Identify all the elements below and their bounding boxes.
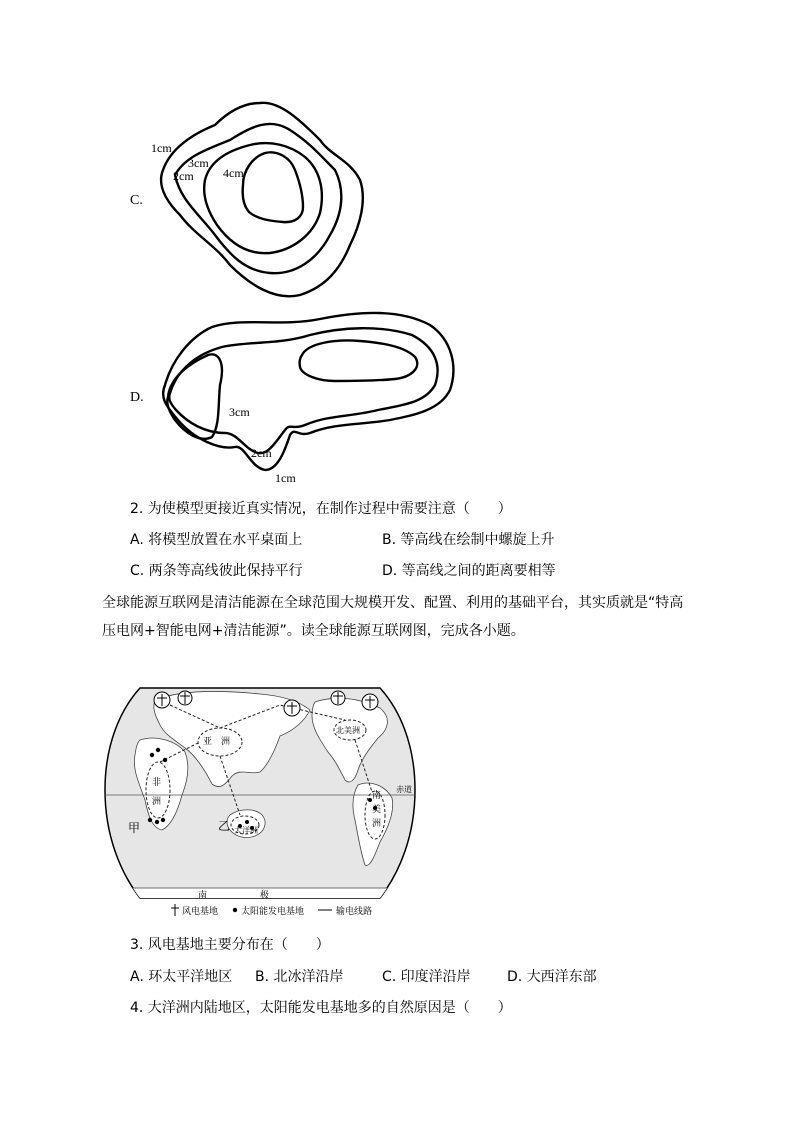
question-3-option-a: A. 环太平洋地区 <box>130 969 233 985</box>
map-label-asia: 亚 洲 <box>203 737 231 747</box>
map-label-jia: 甲 <box>128 821 141 835</box>
question-4-stem: 4. 大洋洲内陆地区，太阳能发电基地多的自然原因是（ ） <box>130 1000 512 1016</box>
question-3-option-b: B. 北冰洋沿岸 <box>255 969 344 985</box>
option-d-label: D. <box>130 390 144 405</box>
question-2-option-a: A. 将模型放置在水平桌面上 <box>130 532 303 548</box>
question-2-stem: 2. 为使模型更接近真实情况，在制作过程中需要注意（ ） <box>130 501 512 517</box>
question-2-option-b: B. 等高线在绘制中螺旋上升 <box>382 532 555 548</box>
map-label-south-america: 美 <box>372 805 382 815</box>
contour-label: 1cm <box>275 471 296 485</box>
question-3-option-d: D. 大西洋东部 <box>507 969 597 985</box>
map-label-yi: 乙 <box>218 819 231 833</box>
legend-wind-label: 风电基地 <box>182 907 219 917</box>
question-2-option-d: D. 等高线之间的距离要相等 <box>382 563 556 579</box>
passage-line-2: 压电网+智能电网+清洁能源”。读全球能源互联网图，完成各小题。 <box>102 623 525 639</box>
map-label-antarctica: 极 <box>260 891 270 901</box>
contour-label: 4cm <box>223 166 244 180</box>
question-3-stem: 3. 风电基地主要分布在（ ） <box>130 937 330 953</box>
map-label-antarctica: 南 <box>198 891 208 901</box>
map-label-north-america: 北美洲 <box>336 726 360 735</box>
contour-label: 2cm <box>251 446 272 460</box>
question-3-option-c: C. 印度洋沿岸 <box>382 969 471 985</box>
contour-figure-d <box>150 305 460 485</box>
legend-line-label: 输电线路 <box>336 907 373 917</box>
contour-label: 1cm <box>151 141 172 155</box>
contour-label: 3cm <box>229 405 250 419</box>
map-label-africa: 非 <box>152 778 162 788</box>
legend-solar-label: 太阳能发电基地 <box>241 907 305 917</box>
question-2-option-c: C. 两条等高线彼此保持平行 <box>130 563 303 579</box>
map-label-equator: 赤道 <box>396 785 412 794</box>
option-c-label: C. <box>130 193 143 208</box>
map-legend <box>171 904 372 917</box>
map-label-oceania: 大洋洲 <box>234 826 258 835</box>
map-label-africa: 洲 <box>152 797 162 807</box>
contour-figure-c <box>145 95 375 305</box>
contour-label: 2cm <box>173 169 194 183</box>
world-energy-map <box>100 680 420 920</box>
contour-label: 3cm <box>188 156 209 170</box>
map-label-south-america: 洲 <box>372 819 382 829</box>
map-label-south-america: 南 <box>372 791 382 801</box>
passage-line-1: 全球能源互联网是清洁能源在全球范围大规模开发、配置、利用的基础平台，其实质就是“特高 <box>102 595 684 611</box>
passage <box>102 589 702 645</box>
